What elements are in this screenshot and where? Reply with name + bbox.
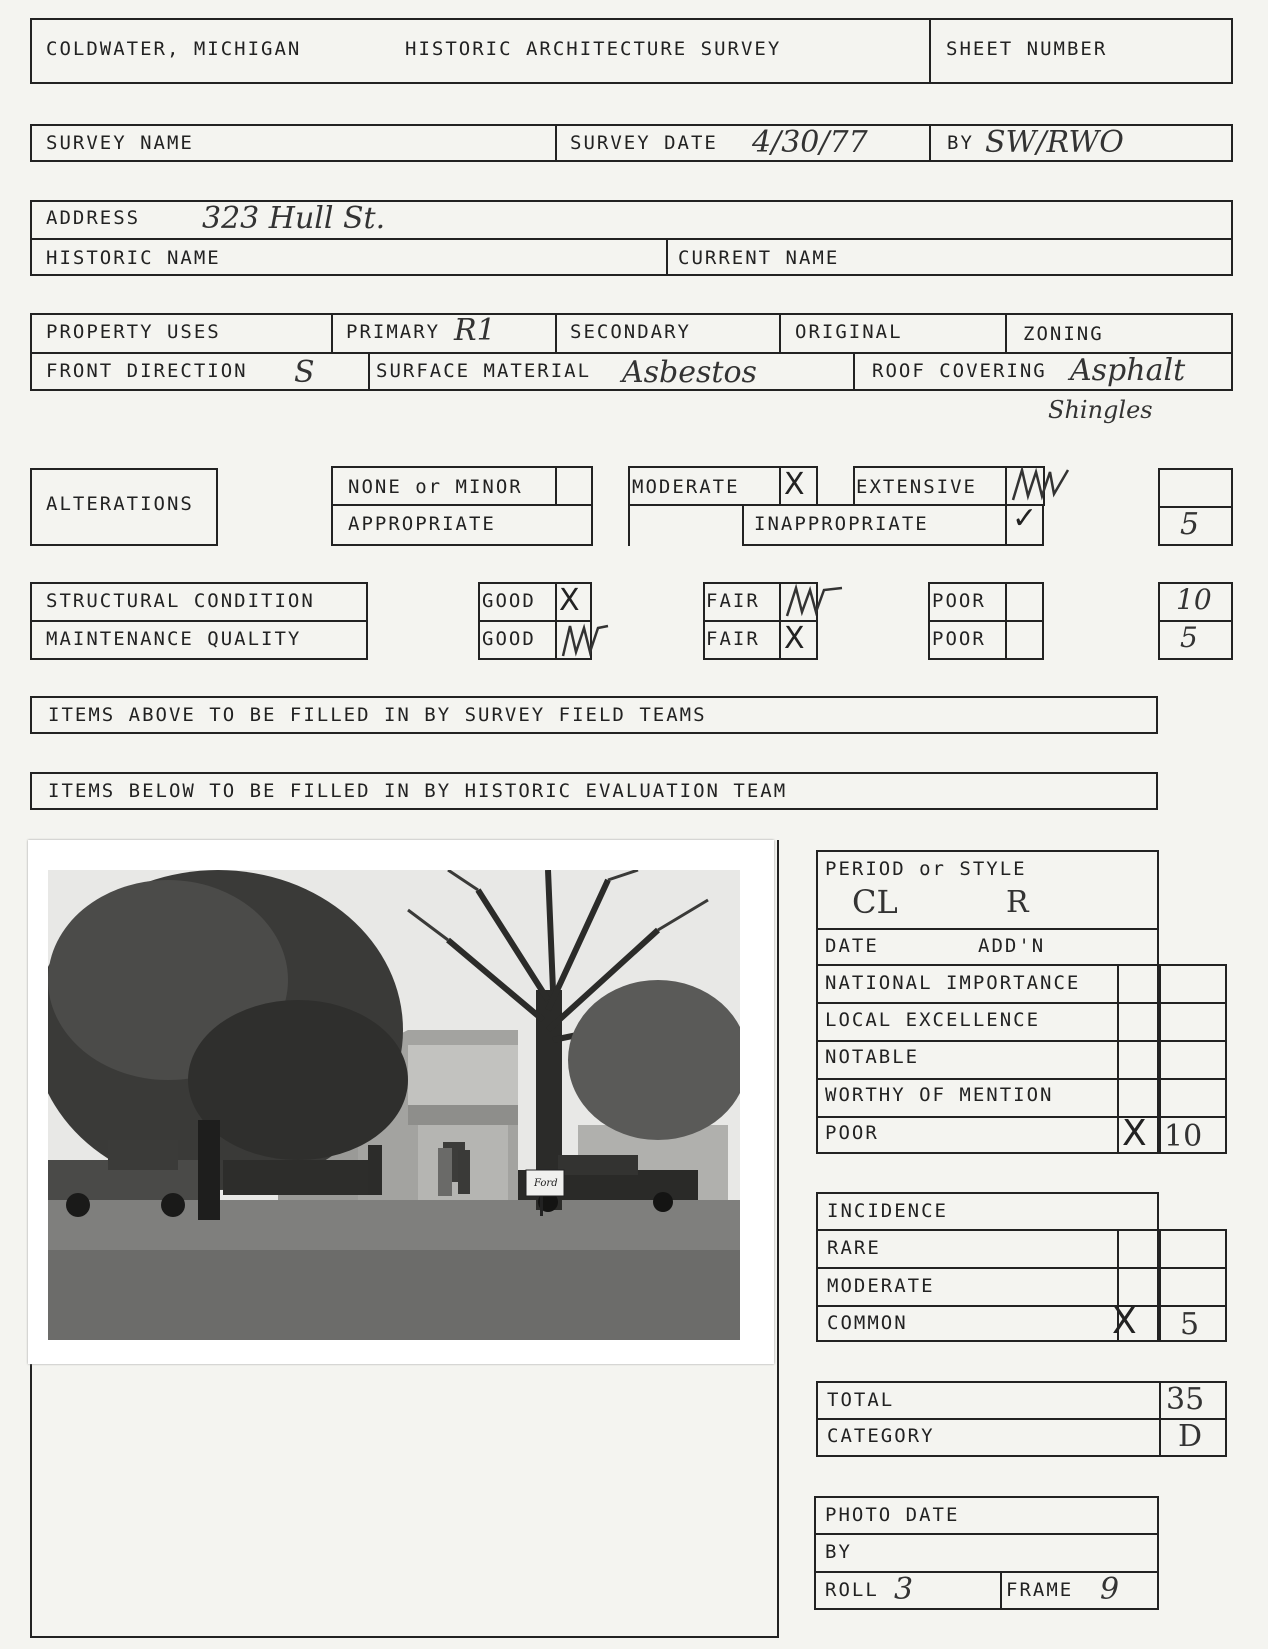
roll-value: 3 (894, 1572, 914, 1607)
none-minor-label: NONE or MINOR (348, 476, 523, 498)
primary-value: R1 (454, 313, 496, 348)
form-title: HISTORIC ARCHITECTURE SURVEY (405, 38, 782, 60)
structural-fair-scribble (784, 584, 844, 620)
eval-row-local: LOCAL EXCELLENCE (825, 1009, 1041, 1031)
eval-row-div-2 (816, 1002, 1227, 1004)
eval-row-notable: NOTABLE (825, 1046, 920, 1068)
address-row-divider (30, 238, 1233, 240)
incidence-common: COMMON (827, 1312, 908, 1334)
survey-divider-1 (555, 124, 557, 162)
maintenance-score: 5 (1180, 621, 1198, 654)
survey-by-value: SW/RWO (985, 125, 1124, 160)
surface-material-value: Asbestos (622, 355, 757, 390)
incidence-moderate: MODERATE (827, 1275, 935, 1297)
period-style-value-1: CL (852, 883, 898, 921)
total-value: 35 (1166, 1382, 1205, 1417)
header-divider (929, 18, 931, 84)
inappropriate-label: INAPPROPRIATE (754, 513, 929, 535)
survey-date-value: 4/30/77 (752, 125, 868, 160)
moderate-check-mark: X (784, 467, 805, 502)
field-teams-note: ITEMS ABOVE TO BE FILLED IN BY SURVEY FIELD TEAMS (48, 704, 707, 726)
photo-info-div-1 (814, 1533, 1159, 1535)
period-style-value-2: R (1006, 885, 1029, 920)
category-value: D (1178, 1419, 1203, 1454)
house-photo (48, 870, 740, 1340)
structural-good-check: X (559, 583, 580, 618)
photo-date-label: PHOTO DATE (825, 1504, 960, 1526)
incidence-row-div-1 (816, 1229, 1227, 1231)
surface-material-label: SURFACE MATERIAL (376, 360, 592, 382)
poor-score: 10 (1164, 1119, 1203, 1154)
appropriate-divider (628, 504, 630, 546)
eval-row-div-4 (816, 1078, 1227, 1080)
category-label: CATEGORY (827, 1425, 935, 1447)
property-col-5 (368, 352, 370, 391)
eval-row-national: NATIONAL IMPORTANCE (825, 972, 1081, 994)
incidence-label: INCIDENCE (827, 1200, 948, 1222)
none-minor-check-divider (555, 466, 557, 506)
yard-sign-text: Ford (534, 1178, 558, 1189)
addn-label: ADD'N (978, 935, 1046, 957)
total-label: TOTAL (827, 1389, 895, 1411)
inappropriate-check-mark: ✓ (1012, 501, 1038, 536)
zoning-label: ZONING (1023, 323, 1104, 345)
property-col-2 (555, 313, 557, 352)
roof-covering-label: ROOF COVERING (872, 360, 1047, 382)
survey-name-label: SURVEY NAME (46, 132, 194, 154)
eval-divider-date (816, 928, 1159, 930)
maintenance-fair-label: FAIR (706, 628, 760, 650)
address-label: ADDRESS (46, 207, 141, 229)
maintenance-fair-check: X (784, 621, 805, 656)
survey-divider-2 (929, 124, 931, 162)
frame-value: 9 (1100, 1572, 1120, 1607)
survey-by-label: BY (947, 132, 974, 154)
property-col-3 (779, 313, 781, 352)
roof-covering-value-1: Asphalt (1070, 353, 1186, 388)
maintenance-quality-label: MAINTENANCE QUALITY (46, 628, 302, 650)
structural-poor-label: POOR (932, 590, 986, 612)
incidence-row-div-3 (816, 1305, 1227, 1307)
poor-row-divider (928, 620, 1044, 622)
common-score: 5 (1180, 1307, 1200, 1342)
structural-good-label: GOOD (482, 590, 536, 612)
maintenance-poor-label: POOR (932, 628, 986, 650)
current-name-label: CURRENT NAME (678, 247, 840, 269)
survey-date-label: SURVEY DATE (570, 132, 718, 154)
totals-row-divider (816, 1418, 1227, 1420)
incidence-row-div-2 (816, 1267, 1227, 1269)
photo-by-label: BY (825, 1541, 852, 1563)
property-row-divider (30, 352, 1233, 354)
photo-area-right-border (777, 840, 779, 1637)
structural-fair-label: FAIR (706, 590, 760, 612)
primary-label: PRIMARY (346, 321, 441, 343)
common-check-mark: X (1112, 1301, 1137, 1342)
totals-score-divider (1159, 1381, 1161, 1457)
period-style-label: PERIOD or STYLE (825, 858, 1027, 880)
evaluation-team-note: ITEMS BELOW TO BE FILLED IN BY HISTORIC EVALUATION TEAM (48, 780, 788, 802)
roof-covering-value-2: Shingles (1048, 396, 1153, 424)
good-check-divider (555, 582, 557, 660)
sheet-number-label: SHEET NUMBER (946, 38, 1108, 60)
date-label: DATE (825, 935, 879, 957)
roll-label: ROLL (825, 1579, 879, 1601)
eval-row-div-5 (816, 1116, 1227, 1118)
frame-label: FRAME (1006, 1579, 1074, 1601)
alterations-label: ALTERATIONS (46, 493, 194, 515)
alterations-score: 5 (1180, 507, 1200, 542)
poor-check-divider (1005, 582, 1007, 660)
incidence-rare: RARE (827, 1237, 881, 1259)
moderate-check-divider (779, 466, 781, 506)
extensive-label: EXTENSIVE (856, 476, 977, 498)
city-label: COLDWATER, MICHIGAN (46, 38, 302, 60)
property-uses-label: PROPERTY USES (46, 321, 221, 343)
address-value: 323 Hull St. (202, 201, 386, 236)
original-label: ORIGINAL (795, 321, 903, 343)
fair-check-divider (779, 582, 781, 660)
eval-row-poor: POOR (825, 1122, 879, 1144)
extensive-scribble-mark (1010, 466, 1070, 506)
address-col-divider (666, 238, 668, 276)
photo-card (28, 840, 774, 1364)
property-col-1 (331, 313, 333, 352)
appropriate-label: APPROPRIATE (348, 513, 496, 535)
property-col-4 (1005, 313, 1007, 352)
eval-row-worthy: WORTHY OF MENTION (825, 1084, 1054, 1106)
secondary-label: SECONDARY (570, 321, 691, 343)
maintenance-good-label: GOOD (482, 628, 536, 650)
condition-row-divider (30, 620, 368, 622)
photo-info-roll-divider (1000, 1571, 1002, 1610)
property-col-6 (853, 352, 855, 391)
structural-score: 10 (1176, 583, 1212, 616)
incidence-score-divider (1159, 1229, 1161, 1342)
eval-row-div-3 (816, 1040, 1227, 1042)
moderate-label: MODERATE (632, 476, 740, 498)
front-direction-value: S (294, 355, 315, 390)
front-direction-label: FRONT DIRECTION (46, 360, 248, 382)
structural-condition-label: STRUCTURAL CONDITION (46, 590, 315, 612)
maintenance-good-scribble (560, 622, 610, 660)
photo-area-bottom-border (30, 1636, 779, 1638)
poor-check-mark: X (1122, 1113, 1147, 1154)
eval-score-divider (1159, 964, 1161, 1154)
historic-name-label: HISTORIC NAME (46, 247, 221, 269)
eval-row-div-1 (816, 964, 1227, 966)
